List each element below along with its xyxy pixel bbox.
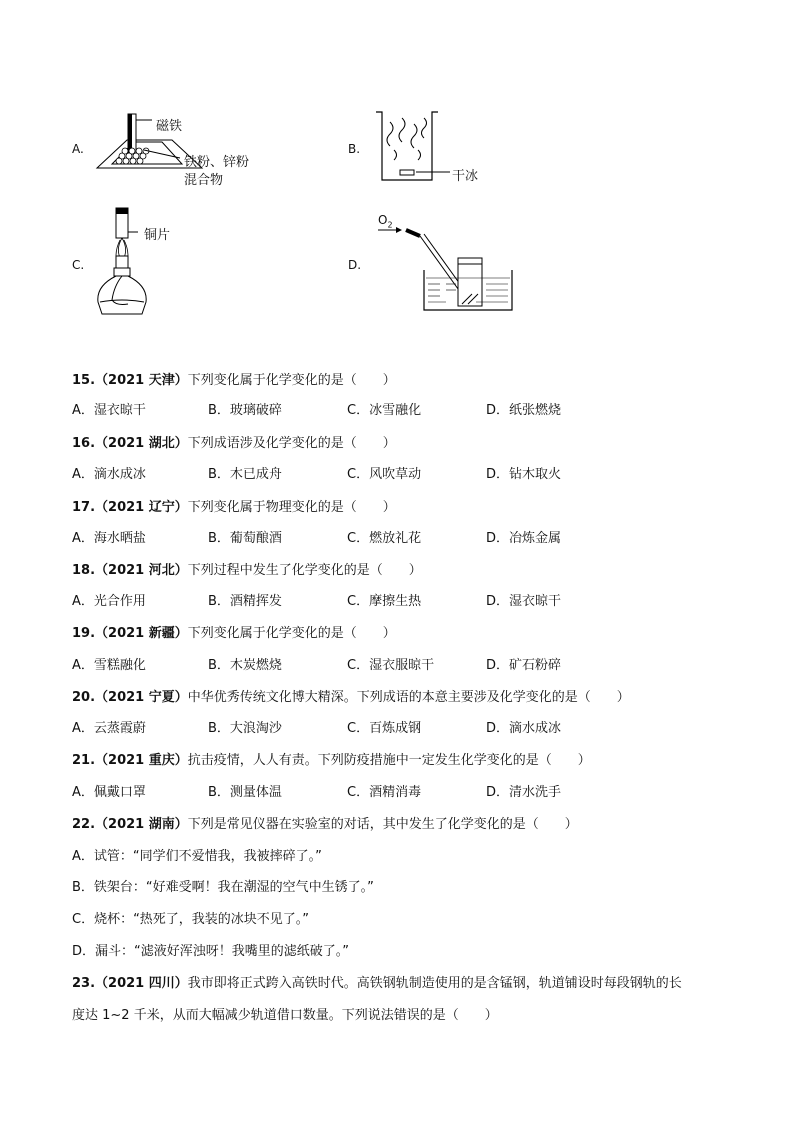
figure-b-label-dry-ice: 干冰 bbox=[452, 169, 479, 184]
figure-oxygen-collection bbox=[376, 222, 516, 318]
question-17-options bbox=[72, 527, 712, 547]
figure-a-label-powder: 铁粉、锌粉 bbox=[184, 155, 250, 170]
option[interactable]: C．摩擦生热 bbox=[347, 594, 422, 609]
option[interactable]: D．漏斗：“滤液好浑浊呀！我嘴里的滤纸破了。” bbox=[72, 944, 349, 959]
figure-a-label-mixture: 混合物 bbox=[184, 173, 224, 188]
question-16-options bbox=[72, 463, 712, 483]
option[interactable]: A．云蒸霞蔚 bbox=[72, 721, 146, 736]
option[interactable]: D．湿衣晾干 bbox=[486, 594, 562, 609]
figure-option-a-letter: A. bbox=[72, 142, 84, 156]
option[interactable]: C．风吹草动 bbox=[347, 467, 422, 482]
option[interactable]: B．木已成舟 bbox=[208, 467, 282, 482]
option[interactable]: A．试管：“同学们不爱惜我，我被摔碎了。” bbox=[72, 849, 322, 864]
figure-c-label-copper: 铜片 bbox=[144, 228, 171, 243]
question-20: 20.（2021 宁夏）中华优秀传统文化博大精深。下列成语的本意主要涉及化学变化的是（ ） bbox=[72, 690, 630, 705]
question-19: 19.（2021 新疆）下列变化属于化学变化的是（ ） bbox=[72, 626, 396, 641]
figure-d-label-oxygen: $O_2$ bbox=[378, 213, 393, 230]
option[interactable]: D．冶炼金属 bbox=[486, 531, 562, 546]
question-22: 22.（2021 湖南）下列是常见仪器在实验室的对话，其中发生了化学变化的是（ ） bbox=[72, 817, 578, 832]
option[interactable]: D．滴水成冰 bbox=[486, 721, 562, 736]
option[interactable]: A．雪糕融化 bbox=[72, 658, 146, 673]
option[interactable]: A．湿衣晾干 bbox=[72, 403, 146, 418]
question-15-options bbox=[72, 399, 712, 419]
option[interactable]: D．清水洗手 bbox=[486, 785, 562, 800]
option[interactable]: B．铁架台：“好难受啊！我在潮湿的空气中生锈了。” bbox=[72, 880, 374, 895]
option[interactable]: B．木炭燃烧 bbox=[208, 658, 282, 673]
figure-option-c-letter: C. bbox=[72, 258, 85, 272]
question-21-options bbox=[72, 781, 712, 801]
option[interactable]: A．滴水成冰 bbox=[72, 467, 146, 482]
option[interactable]: B．葡萄酿酒 bbox=[208, 531, 282, 546]
option[interactable]: D．钻木取火 bbox=[486, 467, 562, 482]
option[interactable]: C．燃放礼花 bbox=[347, 531, 422, 546]
question-15: 15.（2021 天津）下列变化属于化学变化的是（ ） bbox=[72, 373, 396, 388]
question-16: 16.（2021 湖北）下列成语涉及化学变化的是（ ） bbox=[72, 436, 396, 451]
option[interactable]: B．大浪淘沙 bbox=[208, 721, 282, 736]
question-23-continued: 度达 1~2 千米，从而大幅减少轨道借口数量。下列说法错误的是（ ） bbox=[72, 1008, 498, 1023]
figure-option-b-letter: B. bbox=[348, 142, 361, 156]
option[interactable]: B．测量体温 bbox=[208, 785, 282, 800]
option[interactable]: C．湿衣服晾干 bbox=[347, 658, 435, 673]
option[interactable]: C．冰雪融化 bbox=[347, 403, 422, 418]
question-17: 17.（2021 辽宁）下列变化属于物理变化的是（ ） bbox=[72, 500, 396, 515]
option[interactable]: A．佩戴口罩 bbox=[72, 785, 146, 800]
figure-a-label-magnet: 磁铁 bbox=[156, 119, 183, 134]
option[interactable]: C．酒精消毒 bbox=[347, 785, 422, 800]
question-21: 21.（2021 重庆）抗击疫情，人人有责。下列防疫措施中一定发生化学变化的是（ ） bbox=[72, 753, 591, 768]
option[interactable]: B．酒精挥发 bbox=[208, 594, 282, 609]
question-18: 18.（2021 河北）下列过程中发生了化学变化的是（ ） bbox=[72, 563, 422, 578]
question-20-options bbox=[72, 717, 712, 737]
option[interactable]: A．光合作用 bbox=[72, 594, 146, 609]
option[interactable]: C．百炼成钢 bbox=[347, 721, 422, 736]
option[interactable]: D．矿石粉碎 bbox=[486, 658, 562, 673]
option[interactable]: A．海水晒盐 bbox=[72, 531, 146, 546]
option[interactable]: B．玻璃破碎 bbox=[208, 403, 282, 418]
question-23: 23.（2021 四川）我市即将正式跨入高铁时代。高铁钢轨制造使用的是含锰钢，轨道铺设时每段钢轨的长 bbox=[72, 976, 682, 991]
question-18-options bbox=[72, 590, 712, 610]
option[interactable]: C．烧杯：“热死了，我装的冰块不见了。” bbox=[72, 912, 310, 927]
question-19-options bbox=[72, 654, 712, 674]
figure-option-d-letter: D. bbox=[348, 258, 362, 272]
option[interactable]: D．纸张燃烧 bbox=[486, 403, 562, 418]
